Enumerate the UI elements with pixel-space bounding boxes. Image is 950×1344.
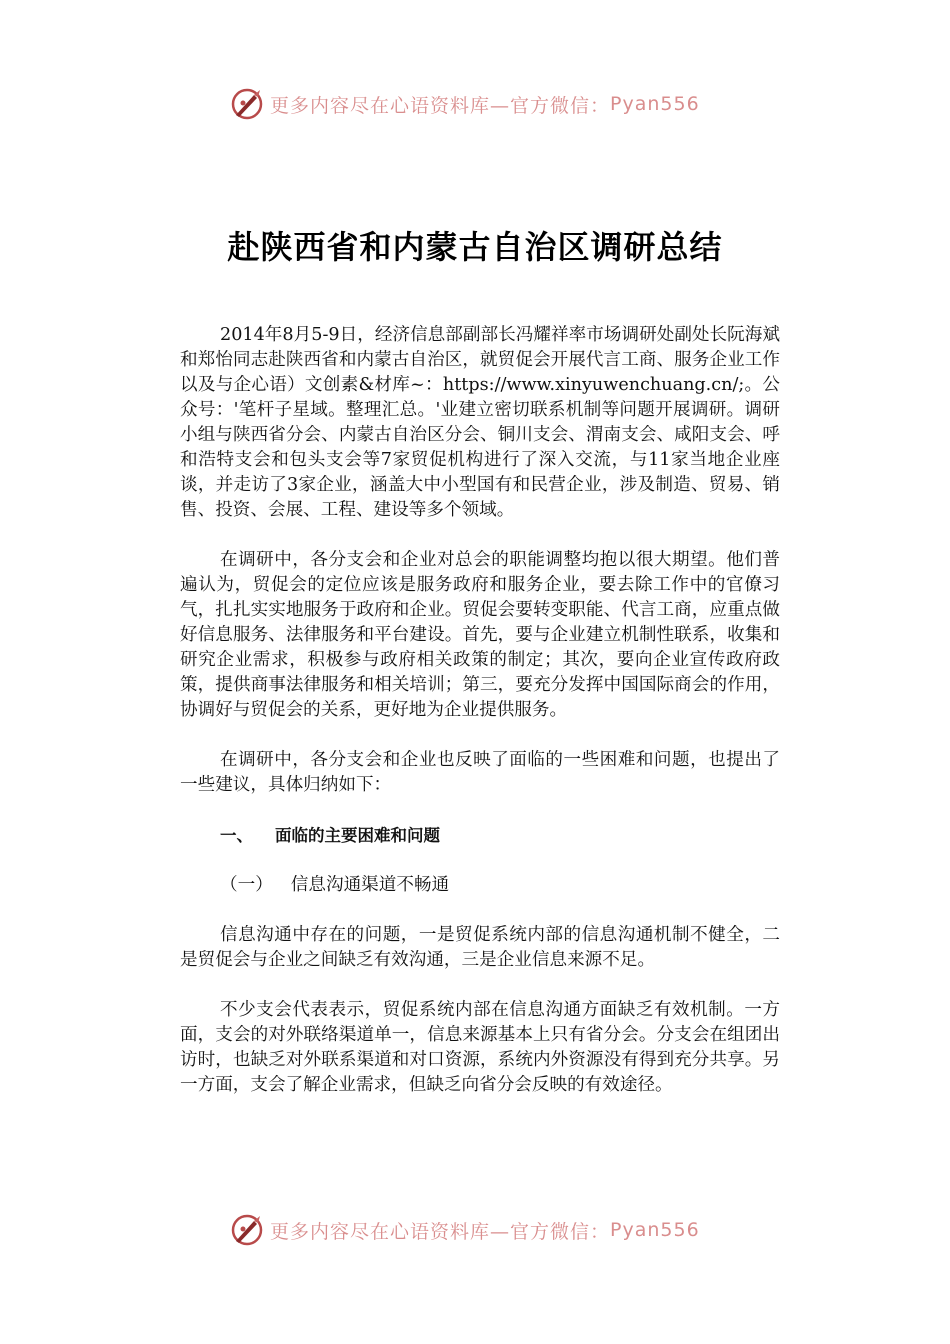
header-banner bbox=[230, 86, 700, 122]
banner-handle: Pyan556 bbox=[610, 1219, 700, 1241]
paragraph: 2014年8月5-9日，经济信息部副部长冯耀祥率市场调研处副处长阮海斌和郑怡同志赴陕西省和内蒙古自治区，就贸促会开展代言工商、服务企业工作以及与企心语）文创素&材库~：https://www.xinyuwenchuang.cn/;。公众号：'笔杆子星域。整理汇总。'业建立密切联系机制等问题开展调研。调研小组与陕西省分会、内蒙古自治区分会、铜川支会、渭南支会、咸阳支会、呼和浩特支会和包头支会等7家贸促机构进行了深入交流，与11家当地企业座谈，并走访了3家企业，涵盖大中小型国有和民营企业，涉及制造、贸易、销售、投资、会展、工程、建设等多个领域。 bbox=[180, 325, 780, 520]
paragraph: 不少支会代表表示，贸促系统内部在信息沟通方面缺乏有效机制。一方面，支会的对外联络渠道单一，信息来源基本上只有省分会。分支会在组团出访时，也缺乏对外联系渠道和对口资源，系统内外资源没有得到充分共享。另一方面，支会了解企业需求，但缺乏向省分会反映的有效途径。 bbox=[180, 1000, 780, 1095]
banner-text: 更多内容尽在心语资料库—官方微信： bbox=[270, 1220, 611, 1243]
paragraph: 在调研中，各分支会和企业也反映了面临的一些困难和问题，也提出了一些建议，具体归纳如下： bbox=[180, 750, 780, 795]
section-number: 一、 bbox=[220, 826, 253, 845]
page-title: 赴陕西省和内蒙古自治区调研总结 bbox=[227, 228, 723, 266]
section-title: 面临的主要困难和问题 bbox=[275, 826, 440, 845]
paragraph: 信息沟通中存在的问题，一是贸促系统内部的信息沟通机制不健全，二是贸促会与企业之间缺乏有效沟通，三是企业信息来源不足。 bbox=[180, 925, 780, 970]
banner-text: 更多内容尽在心语资料库—官方微信： bbox=[270, 94, 611, 117]
footer-banner bbox=[230, 1212, 700, 1248]
banner-handle: Pyan556 bbox=[610, 93, 700, 115]
subsection-heading bbox=[180, 873, 780, 898]
paragraph: 在调研中，各分支会和企业对总会的职能调整均抱以很大期望。他们普遍认为，贸促会的定位应该是服务政府和服务企业，要去除工作中的官僚习气，扎扎实实地服务于政府和企业。贸促会要转变职能、代言工商，应重点做好信息服务、法律服务和平台建设。首先，要与企业建立机制性联系，收集和研究企业需求，积极参与政府相关政策的制定；其次，要向企业宣传政府政策，提供商事法律服务和相关培训；第三，要充分发挥中国国际商会的作用，协调好与贸促会的关系，更好地为企业提供服务。 bbox=[180, 550, 780, 720]
quill-logo-icon bbox=[230, 1213, 264, 1247]
subsection-title: 信息沟通渠道不畅通 bbox=[290, 875, 450, 895]
quill-logo-icon bbox=[230, 87, 264, 121]
section-heading bbox=[180, 823, 780, 848]
subsection-number: （一） bbox=[220, 875, 273, 895]
document-body bbox=[180, 323, 780, 1123]
